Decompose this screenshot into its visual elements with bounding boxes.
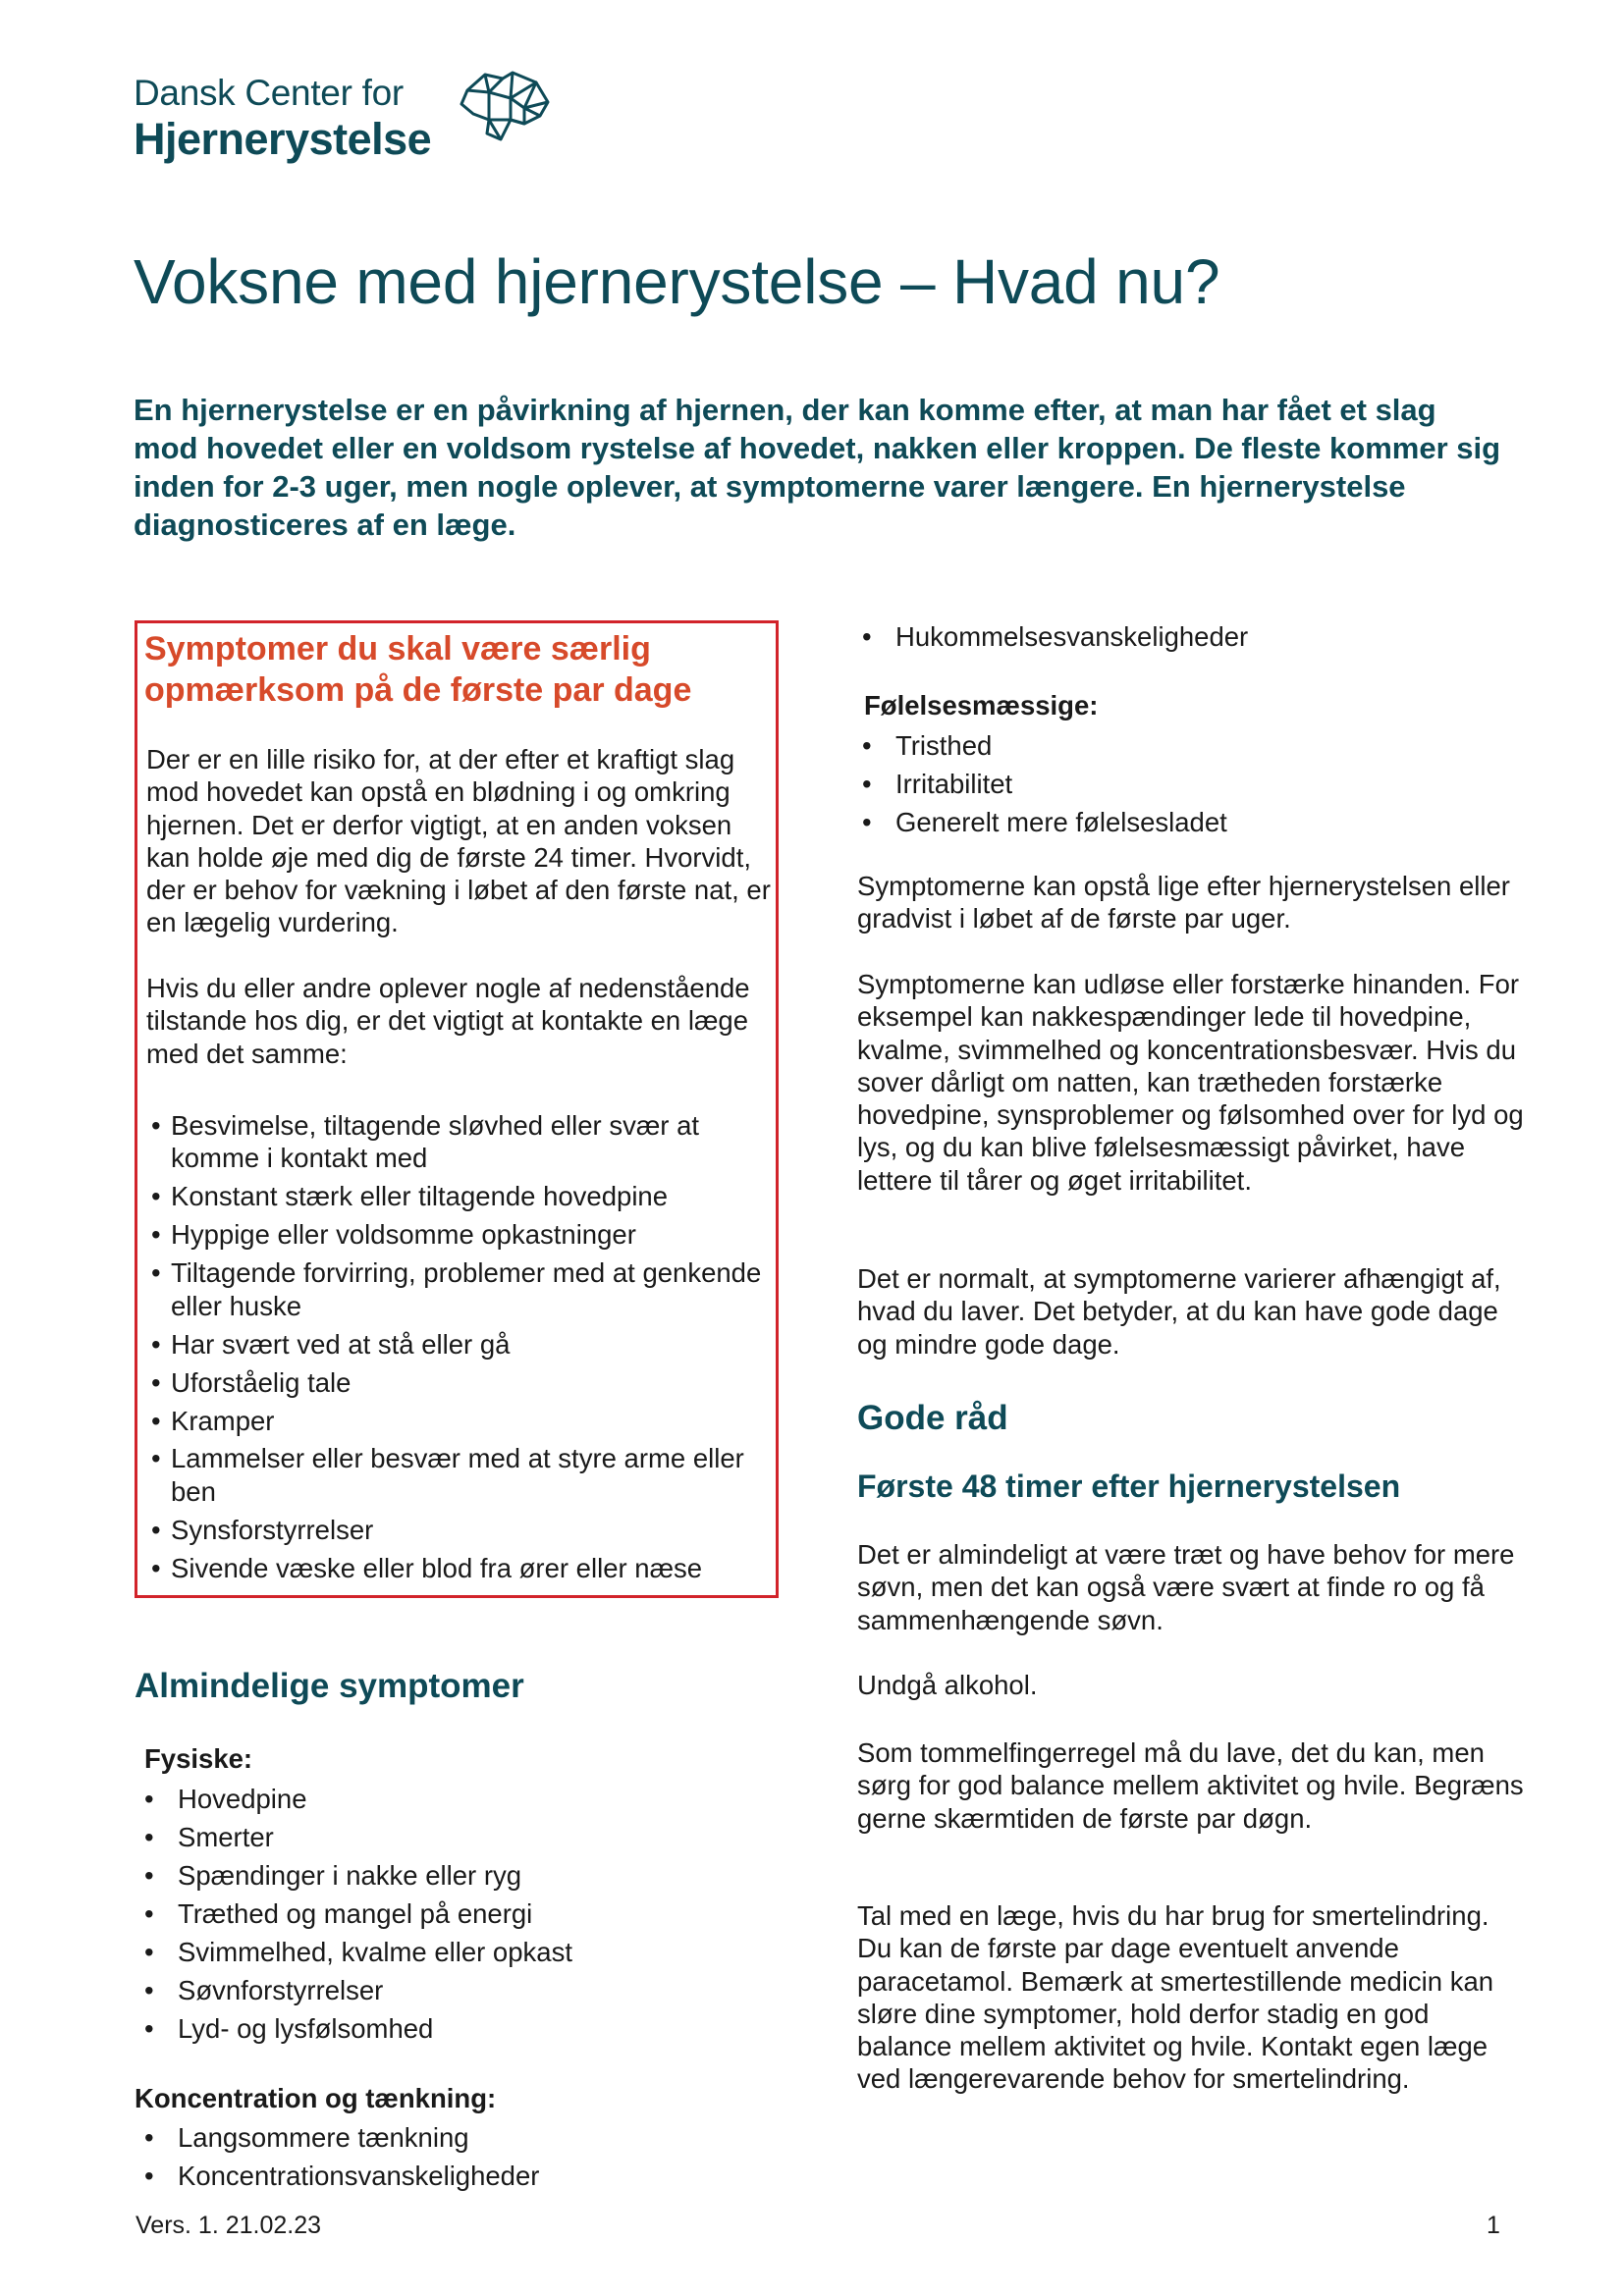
list-item: • Hukommelsesvanskeligheder — [862, 621, 1249, 652]
version-label: Vers. 1. 21.02.23 — [135, 2212, 322, 2239]
list-item: • Hovedpine — [144, 1784, 307, 1814]
emotional-heading: Følelsesmæssige: — [864, 690, 1099, 721]
list-item: • Træthed og mangel på energi — [144, 1898, 533, 1929]
cognitive-list — [136, 2118, 539, 2195]
warning-list-item: • Konstant stærk eller tiltagende hovedpine — [151, 1181, 669, 1212]
advice-heading: Gode råd — [857, 1399, 1008, 1437]
first-48-hours-heading: Første 48 timer efter hjernerystelsen — [857, 1468, 1401, 1504]
list-item: • Langsommere tænkning — [144, 2122, 469, 2153]
warning-list-item: • Hyppige eller voldsomme opkastninger — [151, 1219, 636, 1251]
list-item: • Lyd- og lysfølsomhed — [144, 2013, 434, 2044]
warning-title: Symptomer du skal være særlig opmærksom på de første par dage — [144, 630, 692, 709]
emotional-list — [854, 726, 1227, 841]
common-symptoms-heading: Almindelige symptomer — [135, 1667, 524, 1705]
list-item: • Søvnforstyrrelser — [144, 1975, 384, 2005]
warning-list-item: • Besvimelse, tiltagende sløvhed eller svær at komme i kontakt med — [151, 1110, 700, 1174]
warning-paragraph-1: Der er en lille risiko for, at der efter et kraftigt slag mod hovedet kan opstå en blødning i og omkring hjernen. Det er derfor vigtigt, at en anden voksen kan holde øje med dig de første 24 timer. Hvorvidt, der er behov for vækning i løbet af den første nat, er en lægelig vurdering. — [146, 744, 771, 938]
physical-heading: Fysiske: — [144, 1743, 253, 1774]
page-number: 1 — [1487, 2212, 1500, 2239]
list-item: • Spændinger i nakke eller ryg — [144, 1860, 522, 1891]
list-item: • Tristhed — [862, 730, 993, 761]
onset-paragraph: Symptomerne kan opstå lige efter hjernerystelsen eller gradvist i løbet af de første par uger. — [857, 871, 1510, 934]
sleep-paragraph: Det er almindeligt at være træt og have behov for mere søvn, men det kan også være svært at finde ro og få sammenhængende søvn. — [857, 1539, 1515, 1635]
warning-list-item: • Sivende væske eller blod fra ører eller næse — [151, 1552, 703, 1583]
physical-list — [136, 1780, 572, 2048]
intro-paragraph: En hjernerystelse er en påvirkning af hjernen, der kan komme efter, at man har fået et slag mod hovedet eller en voldsom rystelse af hovedet, nakken eller kroppen. De fleste kommer sig inden for 2-3 uger, men nogle oplever, at symptomerne varer længere. En hjernerystelse diagnosticeres af en læge. — [134, 393, 1501, 542]
warning-list — [147, 1109, 776, 1590]
pain-relief-paragraph: Tal med en læge, hvis du har brug for smertelindring. Du kan de første par dage eventuelt anvende paracetamol. Bemærk at smertestillende medicin kan sløre dine symptomer, hold derfor stadig en god balance mellem aktivitet og hvile. Kontakt egen læge ved længerevarende behov for smertelindring. — [857, 1900, 1494, 2095]
cognitive-list-continued — [854, 617, 1248, 656]
warning-paragraph-2: Hvis du eller andre oplever nogle af nedenstående tilstande hos dig, er det vigtigt at kontakte en læge med det samme: — [146, 973, 750, 1069]
list-item: • Irritabilitet — [862, 769, 1013, 799]
logo-line1: Dansk Center for — [134, 73, 404, 113]
cognitive-heading: Koncentration og tænkning: — [135, 2083, 497, 2113]
warning-list-item: • Lammelser eller besvær med at styre arme eller ben — [151, 1443, 744, 1507]
brain-logo-icon — [456, 69, 554, 147]
warning-list-item: • Tiltagende forvirring, problemer med at genkende eller huske — [151, 1257, 762, 1321]
warning-list-item: • Synsforstyrrelser — [151, 1514, 374, 1545]
logo-line2: Hjernerystelse — [134, 114, 432, 164]
logo — [134, 69, 556, 177]
page-title: Voksne med hjernerystelse – Hvad nu? — [134, 246, 1220, 317]
alcohol-paragraph: Undgå alkohol. — [857, 1670, 1038, 1700]
activity-paragraph: Som tommelfingerregel må du lave, det du kan, men sørg for god balance mellem aktivitet og hvile. Begræns gerne skærmtiden de første par døgn. — [857, 1737, 1524, 1834]
warning-list-item: • Har svært ved at stå eller gå — [151, 1328, 511, 1360]
warning-list-item: • Uforståelig tale — [151, 1366, 352, 1398]
list-item: • Svimmelhed, kvalme eller opkast — [144, 1937, 572, 1967]
list-item: • Generelt mere følelsesladet — [862, 807, 1227, 837]
interaction-paragraph: Symptomerne kan udløse eller forstærke hinanden. For eksempel kan nakkespændinger lede til hovedpine, kvalme, svimmelhed og koncentrationsbesvær. Hvis du sover dårligt om natten, kan trætheden forstærke hovedpine, synsproblemer og følsomhed over for lyd og lys, og du kan blive følelsesmæssigt påvirket, have lettere til tårer og øget irritabilitet. — [857, 969, 1524, 1196]
list-item: • Koncentrationsvanskeligheder — [144, 2161, 540, 2191]
list-item: • Smerter — [144, 1822, 274, 1852]
variation-paragraph: Det er normalt, at symptomerne varierer afhængigt af, hvad du laver. Det betyder, at du kan have gode dage og mindre gode dage. — [857, 1263, 1501, 1360]
warning-list-item: • Kramper — [151, 1405, 275, 1436]
